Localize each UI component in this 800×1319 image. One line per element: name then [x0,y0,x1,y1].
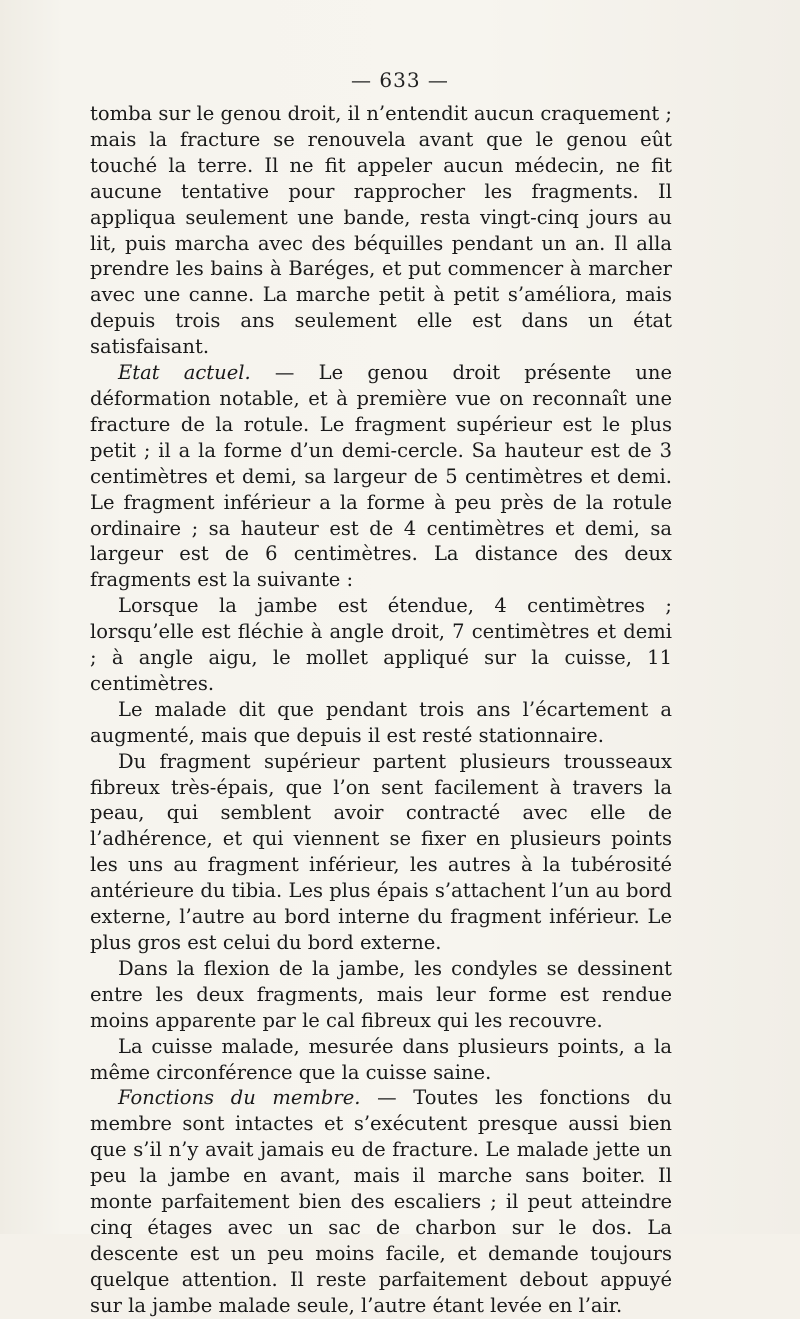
paragraph-text: Du fragment supérieur partent plusieurs trousseaux fibreux très-épais, que l’on sent facilement à travers la peau, qui semblent avoir contracté avec elle de l’adhérence, et qui viennent se fixer en plusieurs points les uns au fragment inférieur, les autres à la tubérosité antérieure du tibia. Les plus épais s’attachent l’un au bord externe, l’autre au bord interne du fragment inférieur. Le plus gros est celui du bord externe. [90,749,672,954]
paragraph-heading: Etat actuel. [118,361,251,385]
paragraph [90,697,672,749]
paragraph [90,101,672,360]
page-number: — 633 — [351,68,449,92]
paragraph [90,1034,672,1086]
paragraph-heading: Fonctions du membre. [118,1086,361,1110]
paragraph-text: Dans la flexion de la jambe, les condyles se dessinent entre les deux fragments, mais leur forme est rendue moins apparente par le cal fibreux qui les recouvre. [90,956,672,1032]
paragraph [90,593,672,697]
paragraph-text: — Le genou droit présente une déformation notable, et à première vue on reconnaît une fracture de la rotule. Le fragment supérieur est le plus petit ; il a la forme d’un demi-cercle. Sa hauteur est de 3 centimètres et demi, sa largeur de 5 centimètres et demi. Le fragment inférieur a la forme à peu près de la rotule ordinaire ; sa hauteur est de 4 centimètres et demi, sa largeur est de 6 centimètres. La distance des deux fragments est la suivante : [90,361,672,592]
paragraph-text: tomba sur le genou droit, il n’entendit aucun craquement ; mais la fracture se renouvela avant que le genou eût touché la terre. Il ne fit appeler aucun médecin, ne fit aucune tentative pour rapprocher les fragments. Il appliqua seulement une bande, resta vingt-cinq jours au lit, puis marcha avec des béquilles pendant un an. Il alla prendre les bains à Baréges, et put commencer à marcher avec une canne. La marche petit à petit s’améliora, mais depuis trois ans seulement elle est dans un état satisfaisant. [90,102,672,359]
paragraph [90,749,672,956]
paragraph-text: — Toutes les fonctions du membre sont intactes et s’exécutent presque aussi bien que s’il n’y avait jamais eu de fracture. Le malade jette un peu la jambe en avant, mais il marche sans boiter. Il monte parfaitement bien des escaliers ; il peut atteindre cinq étages avec un sac de charbon sur le dos. La descente est un peu moins facile, et demande toujours quelque attention. Il reste parfaitement debout appuyé sur la jambe malade seule, l’autre étant levée en l’air. [90,1086,672,1317]
paragraph [90,1085,672,1318]
paragraph-text: Lorsque la jambe est étendue, 4 centimètres ; lorsqu’elle est fléchie à angle droit, 7 centimètres et demi ; à angle aigu, le mollet appliqué sur la cuisse, 11 centimètres. [90,594,672,695]
paragraph-text: Le malade dit que pendant trois ans l’écartement a augmenté, mais que depuis il est resté stationnaire. [90,697,672,747]
body-text [90,101,672,1319]
paragraph-text: La cuisse malade, mesurée dans plusieurs points, a la même circonférence que la cuisse saine. [90,1034,672,1084]
paragraph [90,956,672,1034]
paragraph [90,360,672,593]
